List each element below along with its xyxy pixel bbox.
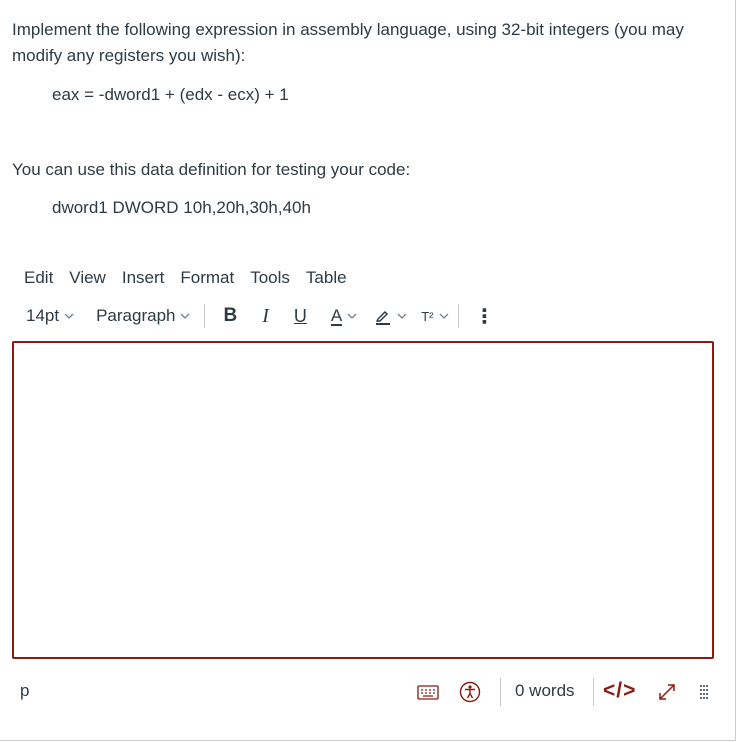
block-format-value: Paragraph [96, 306, 176, 325]
fullscreen-icon[interactable] [657, 682, 677, 702]
chevron-down-icon [346, 310, 358, 322]
statusbar-divider [593, 678, 595, 706]
toolbar-divider [458, 304, 459, 328]
chevron-down-icon [438, 310, 450, 322]
resize-grip-icon[interactable] [698, 683, 710, 703]
statusbar-divider [500, 678, 502, 706]
block-format-dropdown[interactable] [96, 306, 191, 326]
font-size-value: 14pt [26, 306, 60, 325]
menu-format[interactable]: Format [180, 268, 235, 287]
editor-toolbar [26, 303, 495, 329]
word-count: 0 words [515, 681, 575, 700]
superscript-label: T² [421, 308, 434, 324]
text-color-button[interactable] [331, 307, 358, 326]
menu-insert[interactable]: Insert [121, 268, 165, 287]
superscript-button[interactable] [421, 309, 449, 324]
highlighter-icon [374, 307, 392, 325]
keyboard-icon[interactable] [417, 683, 439, 701]
html-editor-toggle[interactable]: </> [603, 679, 637, 702]
chevron-down-icon [396, 310, 408, 322]
bold-button[interactable]: B [223, 305, 238, 326]
chevron-down-icon [179, 310, 191, 322]
data-definition-prompt: You can use this data definition for testing your code: [12, 160, 411, 179]
italic-button[interactable]: I [262, 304, 269, 327]
accessibility-icon[interactable] [459, 681, 481, 703]
menu-table[interactable]: Table [305, 268, 347, 287]
toolbar-divider [204, 304, 205, 328]
rich-text-editor-area[interactable] [12, 341, 714, 659]
more-options-button[interactable]: ⋮ [474, 305, 495, 328]
chevron-down-icon [63, 310, 75, 322]
data-definition: dword1 DWORD 10h,20h,30h,40h [52, 198, 311, 217]
font-size-dropdown[interactable] [26, 306, 75, 326]
highlight-color-button[interactable] [374, 307, 408, 325]
editor-menubar [24, 266, 363, 290]
editor-statusbar [0, 678, 735, 706]
text-color-label: A [330, 305, 343, 325]
menu-view[interactable]: View [69, 268, 106, 287]
menu-tools[interactable]: Tools [250, 268, 290, 287]
question-expression: eax = -dword1 + (edx - ecx) + 1 [52, 85, 289, 104]
question-prompt: Implement the following expression in assembly language, using 32-bit integers (you may modify any registers you wish): [12, 20, 684, 65]
underline-button[interactable]: U [293, 305, 307, 326]
menu-edit[interactable]: Edit [24, 268, 54, 287]
element-path[interactable]: p [20, 681, 30, 700]
